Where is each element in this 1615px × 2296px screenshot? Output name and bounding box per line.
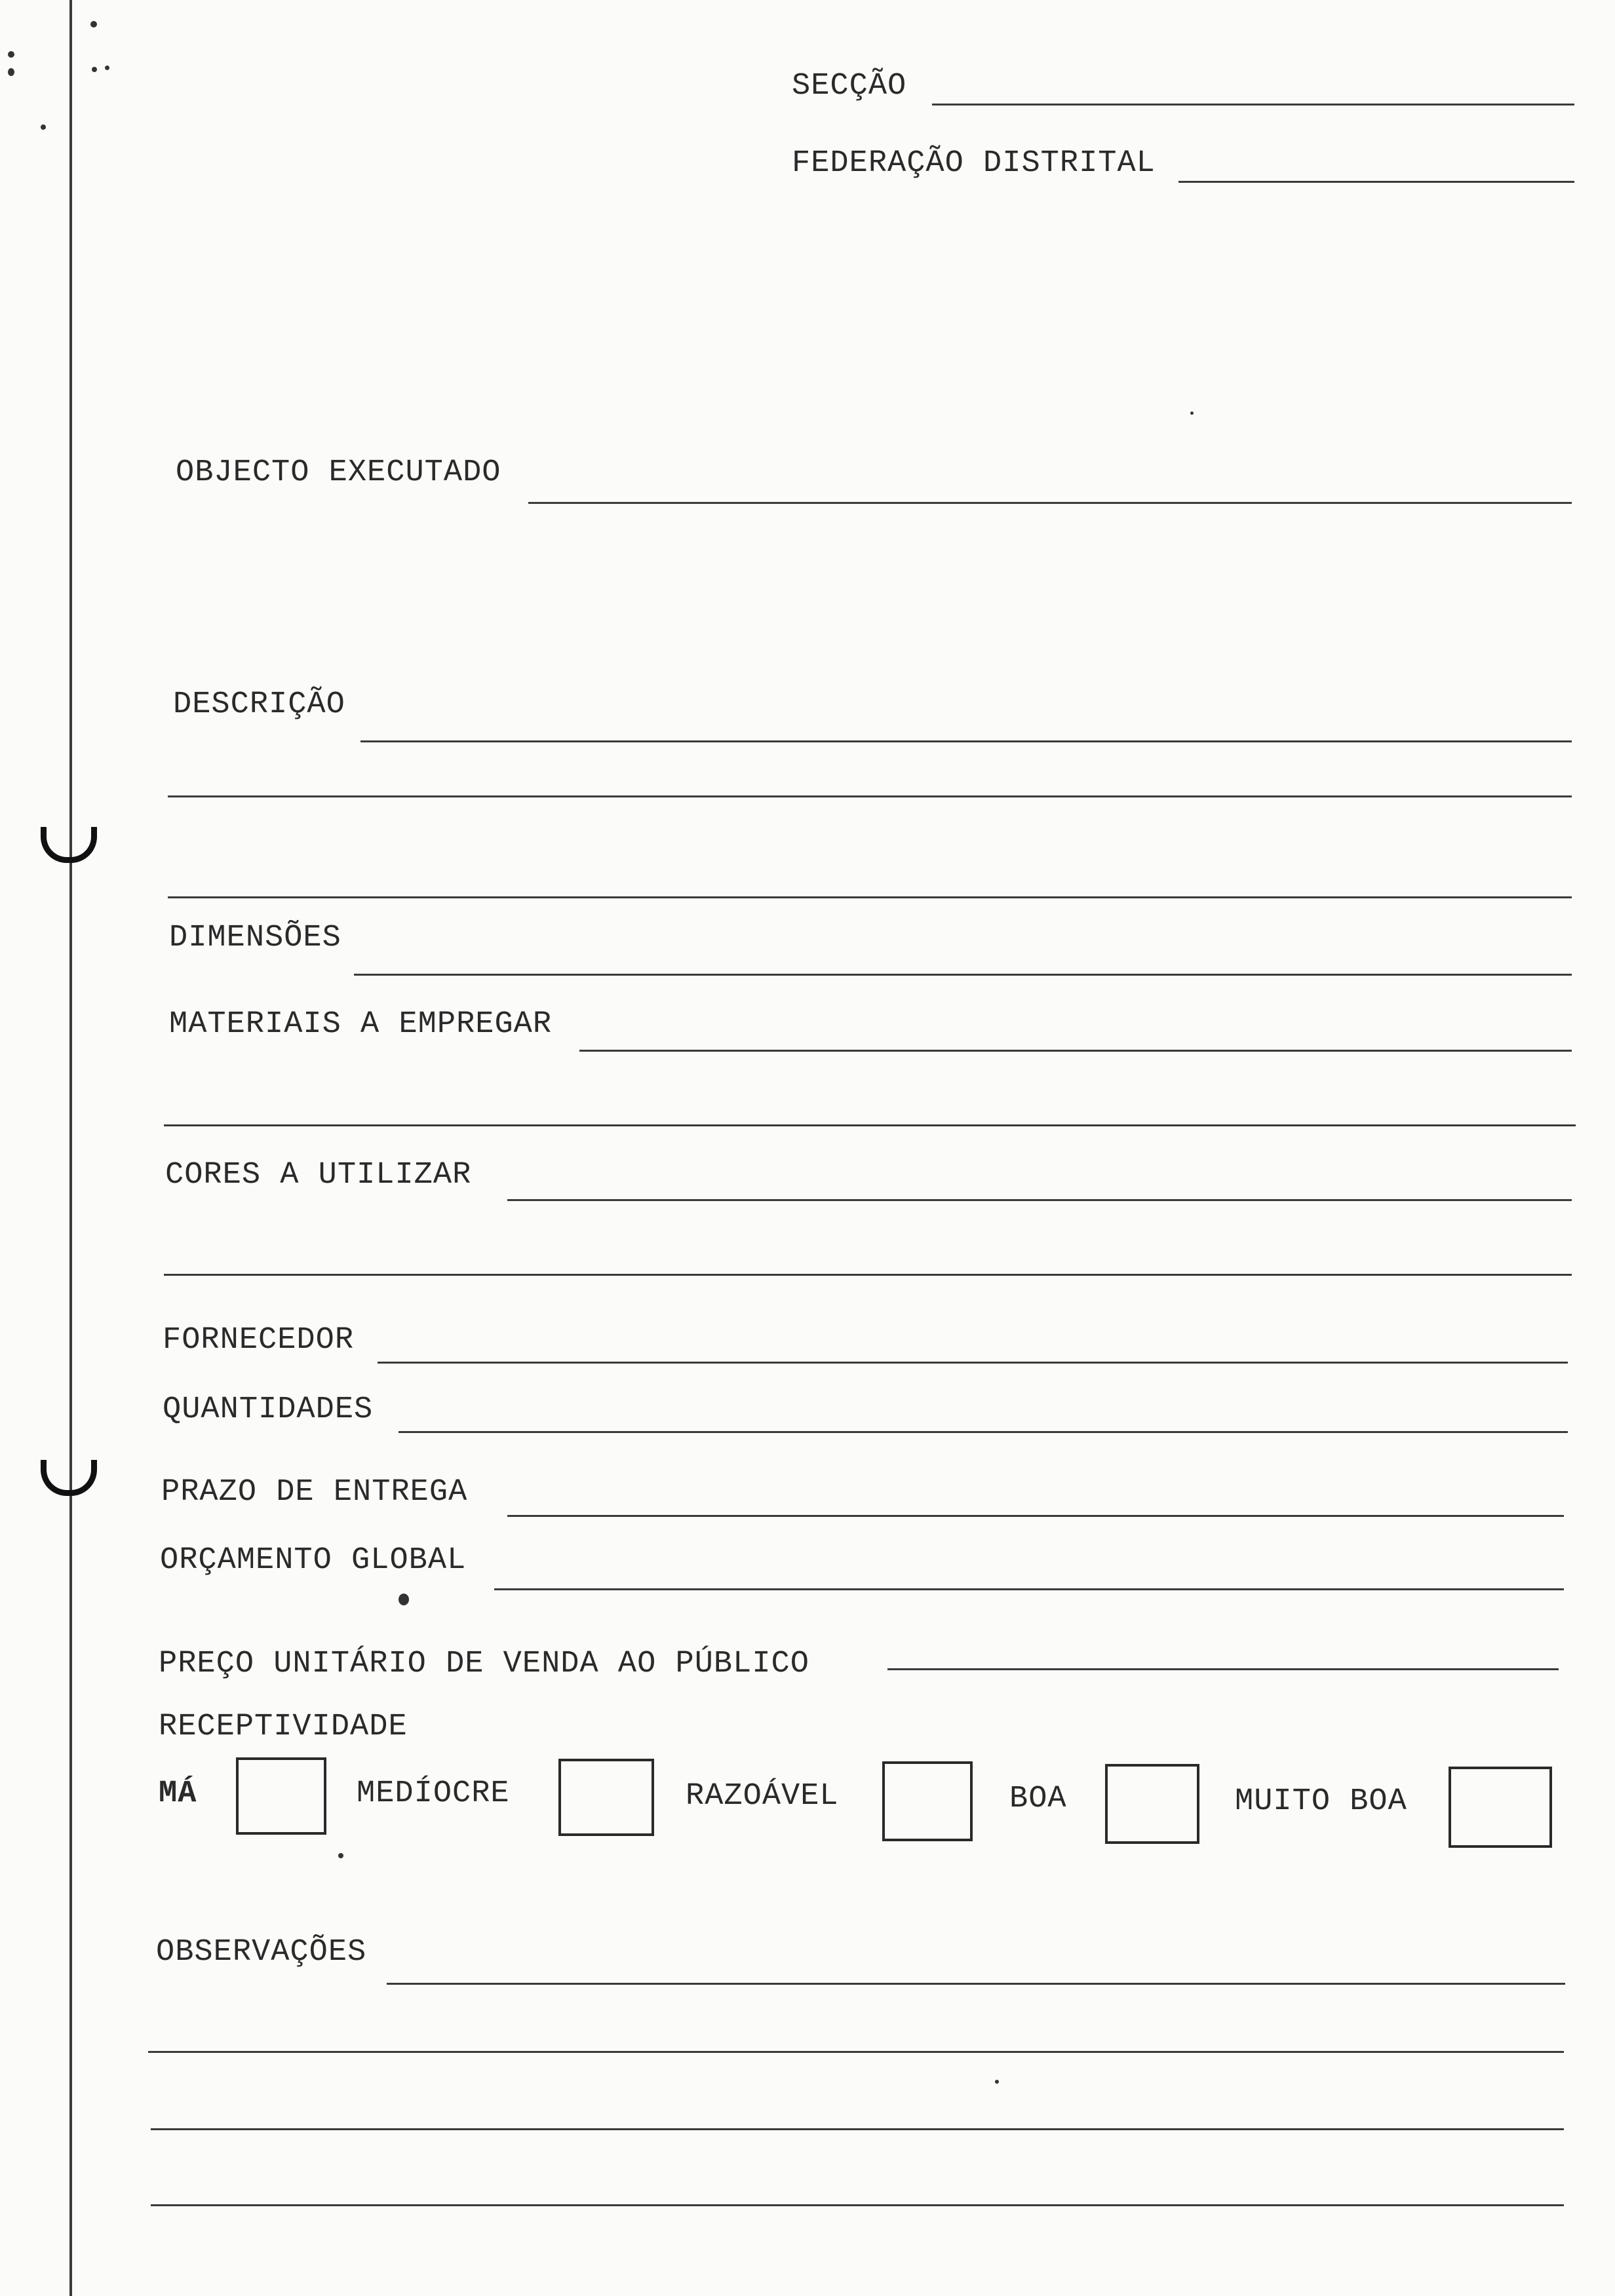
observacoes-input-line-3[interactable] (151, 2128, 1564, 2130)
preco-label: PREÇO UNITÁRIO DE VENDA AO PÚBLICO (159, 1647, 809, 1681)
federacao-input-line[interactable] (1178, 181, 1574, 183)
orcamento-label: ORÇAMENTO GLOBAL (160, 1543, 467, 1578)
descricao-input-line-3[interactable] (168, 896, 1572, 898)
speck (399, 1594, 409, 1605)
speck (92, 67, 97, 72)
observacoes-input-line-4[interactable] (151, 2204, 1564, 2206)
seccao-input-line[interactable] (932, 104, 1574, 105)
cores-input-line[interactable] (507, 1199, 1572, 1201)
speck (41, 124, 46, 130)
speck (90, 21, 97, 28)
speck (105, 66, 109, 70)
objecto-label: OBJECTO EXECUTADO (176, 455, 501, 490)
preco-input-line[interactable] (887, 1668, 1559, 1670)
observacoes-input-line[interactable] (387, 1983, 1565, 1985)
speck (338, 1853, 343, 1858)
option-ma-label: MÁ (159, 1776, 197, 1811)
observacoes-label: OBSERVAÇÕES (156, 1935, 367, 1970)
option-boa-checkbox[interactable] (1105, 1764, 1199, 1844)
federacao-label: FEDERAÇÃO DISTRITAL (792, 146, 1156, 181)
binding-margin-line (69, 0, 72, 2296)
quantidades-label: QUANTIDADES (163, 1392, 374, 1427)
speck (8, 68, 14, 76)
descricao-label: DESCRIÇÃO (173, 687, 345, 722)
observacoes-input-line-2[interactable] (148, 2051, 1564, 2053)
option-boa-label: BOA (1009, 1782, 1067, 1816)
seccao-label: SECÇÃO (792, 69, 907, 104)
option-mediocre-checkbox[interactable] (558, 1759, 654, 1836)
option-ma-checkbox[interactable] (236, 1757, 326, 1835)
option-muito-boa-label: MUITO BOA (1235, 1784, 1407, 1819)
materiais-label: MATERIAIS A EMPREGAR (169, 1007, 553, 1042)
speck (1190, 411, 1194, 415)
dimensoes-input-line[interactable] (354, 974, 1572, 976)
receptividade-label: RECEPTIVIDADE (159, 1710, 408, 1744)
punch-hole-mark (41, 827, 97, 863)
speck (995, 2080, 999, 2084)
prazo-label: PRAZO DE ENTREGA (161, 1475, 468, 1510)
orcamento-input-line[interactable] (494, 1588, 1564, 1590)
punch-hole-mark (41, 1460, 97, 1496)
option-muito-boa-checkbox[interactable] (1449, 1767, 1552, 1848)
cores-input-line-2[interactable] (164, 1274, 1572, 1276)
speck (8, 51, 14, 58)
prazo-input-line[interactable] (507, 1515, 1564, 1517)
dimensoes-label: DIMENSÕES (169, 921, 341, 955)
objecto-input-line[interactable] (528, 502, 1572, 504)
cores-label: CORES A UTILIZAR (165, 1158, 472, 1193)
option-razoavel-label: RAZOÁVEL (686, 1779, 839, 1814)
fornecedor-input-line[interactable] (378, 1362, 1568, 1364)
descricao-input-line[interactable] (360, 740, 1572, 742)
materiais-input-line-2[interactable] (164, 1124, 1576, 1126)
descricao-input-line-2[interactable] (168, 795, 1572, 797)
option-razoavel-checkbox[interactable] (882, 1761, 973, 1841)
option-mediocre-label: MEDÍOCRE (357, 1776, 510, 1811)
fornecedor-label: FORNECEDOR (163, 1323, 355, 1358)
quantidades-input-line[interactable] (399, 1431, 1568, 1433)
materiais-input-line[interactable] (579, 1050, 1572, 1052)
